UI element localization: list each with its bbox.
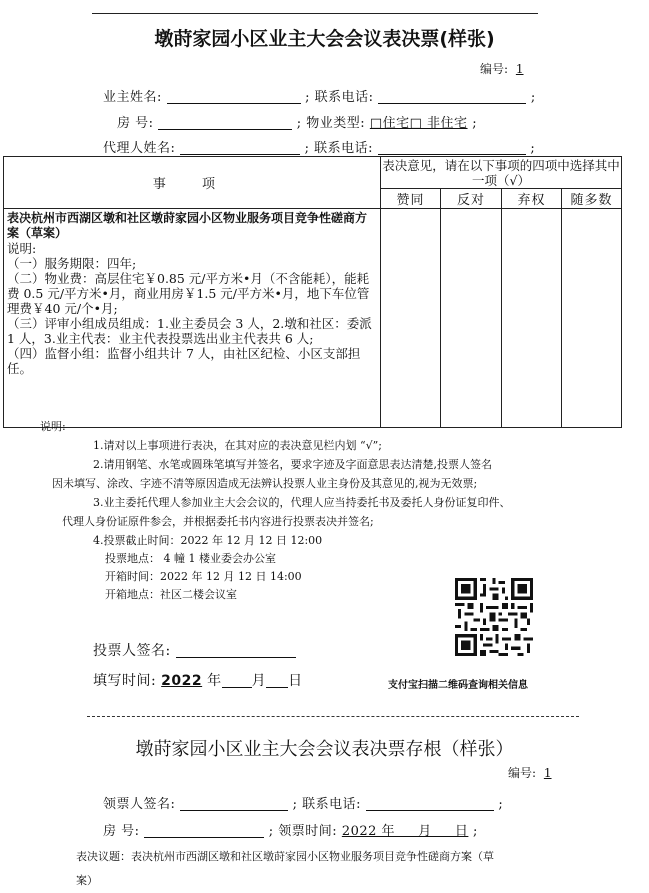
note-item: 1.请对以上事项进行表决，在其对应的表决意见栏内划 “√”; [93, 439, 382, 452]
agent-name-label: 代理人姓名: [103, 141, 176, 156]
vote-table [3, 156, 622, 428]
stub-number [508, 764, 552, 781]
note-item: 开箱时间：2022 年 12 月 12 日 14:00 [105, 570, 302, 583]
voter-signature-label: 投票人签名: [93, 643, 171, 659]
note-item: 4.投票截止时间：2022 年 12 月 12 日 12:00 [93, 534, 323, 547]
ticket-number-value: 1 [515, 62, 524, 76]
owner-name-label: 业主姓名: [103, 90, 162, 105]
motion-cell [4, 209, 381, 428]
option-abstain: 弃权 [502, 189, 562, 209]
room-row-end: ; [472, 116, 478, 131]
agent-row-end: ; [530, 141, 536, 156]
stub-receiver-label: 领票人签名: [103, 797, 176, 812]
stub-motion-line: 表决议题：表决杭州市西湖区墩和社区墩莳家园小区物业服务项目竞争性磋商方案（草 [76, 850, 494, 863]
notes-heading: 说明: [40, 420, 66, 433]
fill-year-unit: 年 [207, 673, 222, 689]
fill-day-field[interactable] [266, 673, 288, 688]
stub-room-row [103, 820, 478, 839]
ticket-title: 墩莳家园小区业主大会会议表决票(样张) [154, 28, 495, 50]
motion-line: 说明: [7, 241, 37, 256]
vote-cell-follow-majority[interactable] [562, 209, 622, 428]
option-oppose: 反对 [441, 189, 502, 209]
agent-name-field[interactable] [180, 140, 300, 155]
note-item: 开箱地点：社区二楼会议室 [105, 588, 237, 601]
vote-cell-abstain[interactable] [502, 209, 562, 428]
fill-year[interactable]: 2022 [161, 673, 203, 689]
owner-name-field[interactable] [167, 89, 301, 104]
stub-receive-time-label: ; 领票时间: [268, 824, 338, 839]
room-label: 房 号: [117, 116, 154, 131]
agent-phone-label: ; 联系电话: [304, 141, 374, 156]
stub-phone-label: ; 联系电话: [292, 797, 362, 812]
stub-room-row-end: ; [473, 824, 478, 839]
note-item: 2.请用钢笔、水笔或圆珠笔填写并签名，要求字迹及字面意思表达清楚,投票人签名 [93, 458, 492, 471]
stub-motion-line: 案） [76, 874, 98, 887]
owner-phone-label: ; 联系电话: [305, 90, 374, 105]
note-item: 3.业主委托代理人参加业主大会会议的，代理人应当持委托书及委托人身份证复印件、 [93, 496, 511, 509]
fill-day-unit: 日 [288, 673, 303, 689]
owner-row [103, 86, 536, 105]
motion-title: 表决杭州市西湖区墩和社区墩莳家园小区物业服务项目竞争性磋商方案（草案） [7, 211, 368, 240]
fill-month-field[interactable] [222, 673, 252, 688]
voter-signature-row [93, 640, 296, 660]
property-type-value[interactable]: □住宅□ 非住宅 [369, 116, 468, 131]
vote-cell-oppose[interactable] [441, 209, 502, 428]
stub-phone-field[interactable] [366, 796, 494, 811]
option-follow-majority: 随多数 [562, 189, 622, 209]
stub-receive-time-value[interactable]: 2022 年 月 日 [341, 824, 469, 839]
stub-number-label: 编号: [508, 766, 537, 780]
owner-row-end: ; [530, 90, 536, 105]
agent-phone-field[interactable] [378, 140, 526, 155]
motion-line: （二）物业费：高层住宅￥0.85 元/平方米•月（不含能耗），能耗费 0.5 元/平方米•月，商业用房￥1.5 元/平方米•月，地下车位管理费￥40 元/个•月; [7, 271, 370, 316]
top-rule [92, 13, 538, 14]
stub-number-value: 1 [543, 766, 552, 780]
property-type-label: ; 物业类型: [296, 116, 366, 131]
qr-caption: 支付宝扫描二维码查询相关信息 [388, 680, 528, 691]
fill-time-row [93, 670, 303, 690]
stub-room-label: 房 号: [103, 824, 140, 839]
agent-row [103, 137, 535, 156]
cut-line [87, 716, 579, 717]
motion-line: （三）评审小组成员组成：1.业主委员会 3 人，2.墩和社区：委派 1 人，3.业主代表：业主代表投票选出业主代表共 6 人; [7, 316, 372, 346]
stub-receiver-row [103, 793, 503, 812]
note-item: 代理人身份证原件参会，并根据委托书内容进行投票表决并签名; [62, 515, 374, 528]
item-header: 事 项 [4, 157, 381, 209]
fill-time-label: 填写时间: [93, 673, 157, 689]
option-approve: 赞同 [381, 189, 441, 209]
vote-cell-approve[interactable] [381, 209, 441, 428]
room-row [117, 112, 477, 131]
note-item: 投票地点： 4 幢 1 楼业委会办公室 [105, 552, 276, 565]
stub-row-end: ; [498, 797, 504, 812]
motion-line: （一）服务期限：四年; [7, 256, 137, 271]
ticket-number [480, 60, 524, 77]
owner-phone-field[interactable] [378, 89, 526, 104]
qr-code-icon [455, 578, 533, 656]
stub-room-field[interactable] [144, 823, 264, 838]
room-field[interactable] [158, 115, 292, 130]
choice-header: 表决意见，请在以下事项的四项中选择其中一项（√） [382, 158, 620, 188]
stub-title: 墩莳家园小区业主大会会议表决票存根（样张） [135, 739, 514, 760]
voter-signature-field[interactable] [176, 643, 296, 658]
stub-receiver-field[interactable] [180, 796, 288, 811]
ticket-number-label: 编号: [480, 62, 509, 76]
motion-line: （四）监督小组：监督小组共计 7 人，由社区纪检、小区支部担任。 [7, 346, 361, 376]
note-item: 因未填写、涂改、字迹不清等原因造成无法辨认投票人业主身份及其意见的,视为无效票; [52, 477, 478, 490]
fill-month-unit: 月 [251, 673, 267, 689]
